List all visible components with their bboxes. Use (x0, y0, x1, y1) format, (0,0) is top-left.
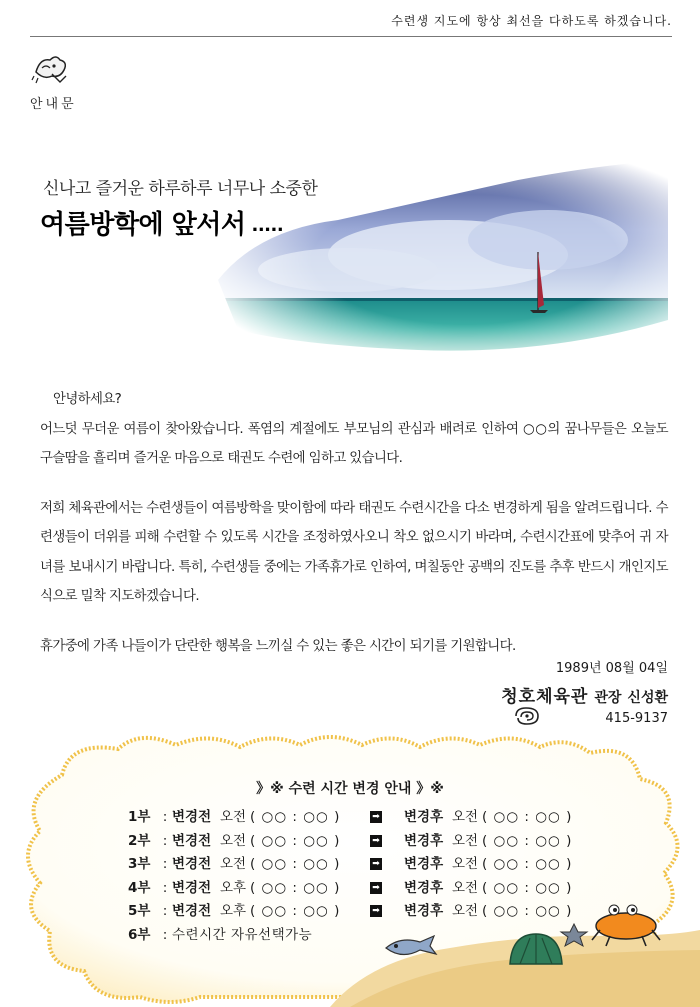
arrow-right-icon: ➡ (370, 811, 382, 823)
colon: : (162, 832, 168, 849)
phone-number: 415-9137 (605, 711, 668, 726)
before-label: 변경전 (172, 832, 212, 849)
after-time: 오전 (452, 856, 479, 872)
before-slot: ( ○○ : ○○ ) (250, 903, 341, 919)
part-label: 4부 (128, 879, 151, 896)
greeting: 안녕하세요? (53, 392, 122, 407)
colon: : (162, 856, 168, 872)
beach-sea-creatures-illustration (330, 900, 700, 1007)
letter-date: 1989년 08월 04일 (555, 661, 668, 676)
schedule-title (0, 778, 700, 798)
after-slot: ( ○○ : ○○ ) (482, 856, 573, 872)
before-time: 오전 (220, 856, 247, 872)
schedule-row (128, 853, 602, 877)
after-label: 변경후 (404, 832, 444, 849)
before-time: 오전 (220, 809, 247, 825)
before-label: 변경전 (172, 903, 212, 919)
after-slot: ( ○○ : ○○ ) (482, 809, 573, 825)
arrow-right-icon: ➡ (370, 858, 382, 870)
colon: : (162, 879, 168, 896)
ornament-left-icon: 》※ (256, 781, 284, 797)
before-slot: ( ○○ : ○○ ) (250, 809, 341, 825)
before-label: 변경전 (172, 809, 212, 825)
before-slot: ( ○○ : ○○ ) (250, 879, 341, 896)
signer-role: 관장 (594, 690, 622, 706)
after-time: 오전 (452, 809, 479, 825)
colon: : (162, 903, 168, 919)
notice-label: 안내문 (30, 97, 77, 112)
ornament-right-icon: 》※ (416, 781, 444, 797)
motto-text: 수련생 지도에 항상 최선을 다하도록 하겠습니다. (391, 14, 672, 28)
after-label: 변경후 (404, 809, 444, 825)
before-time: 오전 (220, 832, 247, 849)
before-label: 변경전 (172, 879, 212, 896)
schedule-row (128, 830, 602, 854)
before-slot: ( ○○ : ○○ ) (250, 856, 341, 872)
part-label: 2부 (128, 832, 151, 849)
after-time: 오전 (452, 832, 479, 849)
free-choice-text: 수련시간 자유선택가능 (172, 926, 313, 943)
letter-paragraph-1: 어느덧 무더운 여름이 찾아왔습니다. 폭염의 계절에도 부모님의 관심과 배려로 인하여 ○○의 꿈나무들은 오늘도 구슬땀을 흘리며 즐거운 마음으로 태권도 수련에 임하고 있습니다. (40, 421, 668, 466)
letter-body (40, 385, 668, 661)
after-slot: ( ○○ : ○○ ) (482, 879, 573, 896)
after-label: 변경후 (404, 856, 444, 872)
phone-icon (512, 704, 542, 728)
part-label: 3부 (128, 856, 151, 872)
before-time: 오후 (220, 903, 247, 919)
mascot-logo-icon (30, 52, 70, 86)
fish-icon (386, 936, 436, 955)
part-label: 1부 (128, 809, 151, 825)
after-time: 오전 (452, 879, 479, 896)
arrow-right-icon: ➡ (370, 835, 382, 847)
after-slot: ( ○○ : ○○ ) (482, 832, 573, 849)
hero-title (40, 204, 283, 241)
gym-name: 청호체육관 (501, 687, 589, 707)
hero-subtitle: 신나고 즐거운 하루하루 너무나 소중한 (43, 179, 318, 199)
colon: : (162, 809, 168, 825)
after-label: 변경후 (404, 879, 444, 896)
arrow-right-icon: ➡ (370, 882, 382, 894)
before-label: 변경전 (172, 856, 212, 872)
before-slot: ( ○○ : ○○ ) (250, 832, 341, 849)
hero-title-text: 여름방학에 앞서서 (40, 210, 246, 240)
schedule-row (128, 806, 602, 830)
header-divider (30, 36, 672, 37)
signer-name: 신성환 (627, 690, 668, 706)
schedule-title-text: 수련 시간 변경 안내 (288, 781, 412, 797)
hero-title-dots: ..... (251, 215, 284, 236)
letter-paragraph-3: 휴가중에 가족 나들이가 단란한 행복을 느끼실 수 있는 좋은 시간이 되기를 기원합니다. (40, 638, 516, 654)
after-label: 변경후 (404, 903, 444, 919)
before-time: 오후 (220, 879, 247, 896)
colon: : (162, 926, 168, 943)
after-time: 오전 (452, 903, 479, 919)
letter-paragraph-2: 저희 체육관에서는 수련생들이 여름방학을 맞이함에 따라 태권도 수련시간을 다소 변경하게 됨을 알려드립니다. 수련생들이 더위를 피해 수련할 수 있도록 시간을 조정하였사오니 착오 없으시기 바라며, 수련시간표에 맞추어 귀 자녀를 보내시기 바랍니다. 특히, 수련생들 중에는 가족휴가로 인하여, 며칠동안 공백의 진도를 추후 반드시 개인지도식으로 밀착 지도하겠습니다. (40, 500, 668, 604)
after-slot: ( ○○ : ○○ ) (482, 903, 573, 919)
arrow-right-icon: ➡ (370, 905, 382, 917)
schedule-row (128, 877, 602, 901)
part-label: 6부 (128, 926, 151, 943)
part-label: 5부 (128, 903, 151, 919)
